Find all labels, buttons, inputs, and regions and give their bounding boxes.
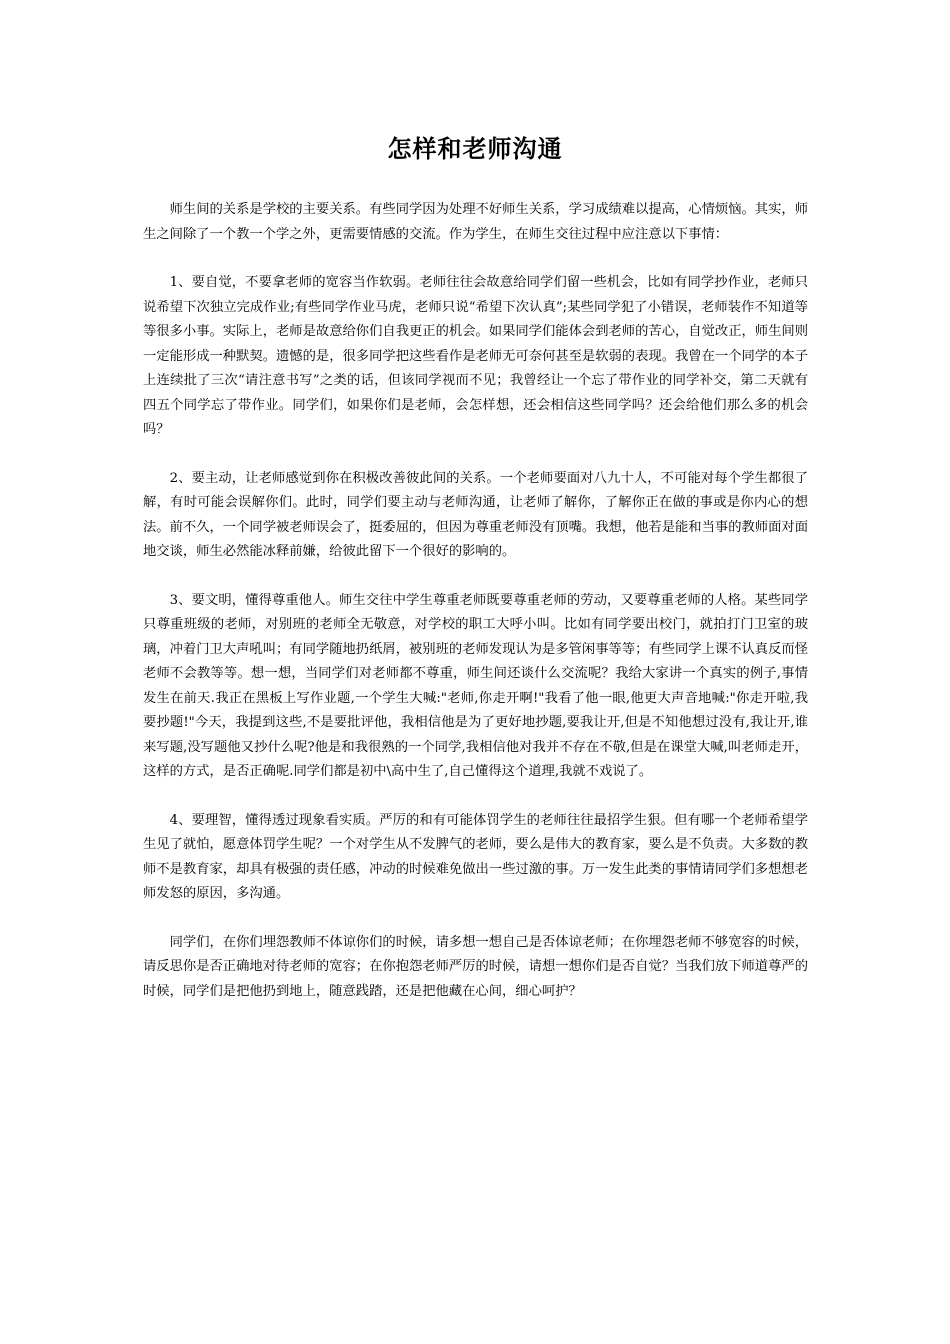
- paragraph-point-2: 2、要主动，让老师感觉到你在积极改善彼此间的关系。一个老师要面对八九十人，不可能对每个学生都很了解，有时可能会误解你们。此时，同学们要主动与老师沟通，让老师了解你，了解你正在做的事或是你内心的想法。前不久，一个同学被老师误会了，挺委屈的，但因为尊重老师没有顶嘴。我想，他若是能和当事的教师面对面地交谈，师生必然能冰释前嫌，给彼此留下一个很好的影响的。: [143, 470, 808, 559]
- paragraph-point-3: 3、要文明，懂得尊重他人。师生交往中学生尊重老师既要尊重老师的劳动，又要尊重老师的人格。某些同学只尊重班级的老师，对别班的老师全无敬意，对学校的职工大呼小叫。比如有同学要出校门，就拍打门卫室的玻璃，冲着门卫大声吼叫；有同学随地扔纸屑，被别班的老师发现认为是多管闲事等等；有些同学上课不认真反而怪老师不会教等等。想一想，当同学们对老师都不尊重，师生间还谈什么交流呢？我给大家讲一个真实的例子,事情发生在前天.我正在黑板上写作业题,一个学生大喊:"老师,你走开啊!"我看了他一眼,他更大声音地喊:"你走开啦,我要抄题!"今天，我提到这些,不是要批评他，我相信他是为了更好地抄题,要我让开,但是不知他想过没有,我让开,谁来写题,没写题他又抄什么呢?他是和我很熟的一个同学,我相信他对我并不存在不敬,但是在课堂大喊,叫老师走开，这样的方式，是否正确呢.同学们都是初中\高中生了,自己懂得这个道理,我就不戏说了。: [143, 592, 808, 779]
- paragraph-intro: 师生间的关系是学校的主要关系。有些同学因为处理不好师生关系，学习成绩难以提高，心情烦恼。其实，师生之间除了一个教一个学之外，更需要情感的交流。作为学生，在师生交往过程中应注意以下事情：: [143, 202, 808, 242]
- document-title: 怎样和老师沟通: [387, 134, 563, 163]
- document-body: [143, 198, 808, 1028]
- paragraph-conclusion: 同学们，在你们埋怨教师不体谅你们的时候，请多想一想自己是否体谅老师；在你埋怨老师不够宽容的时候，请反思你是否正确地对待老师的宽容；在你抱怨老师严厉的时候，请想一想你们是否自觉？当我们放下师道尊严的时候，同学们是把他扔到地上，随意践踏，还是把他藏在心间，细心呵护？: [143, 934, 808, 999]
- paragraph-point-1: 1、要自觉，不要拿老师的宽容当作软弱。老师往往会故意给同学们留一些机会，比如有同学抄作业，老师只说希望下次独立完成作业;有些同学作业马虎，老师只说“希望下次认真”;某些同学犯了小错误，老师装作不知道等等很多小事。实际上，老师是故意给你们自我更正的机会。如果同学们能体会到老师的苦心，自觉改正，师生间则一定能形成一种默契。遗憾的是，很多同学把这些看作是老师无可奈何甚至是软弱的表现。我曾在一个同学的本子上连续批了三次“请注意书写”之类的话，但该同学视而不见；我曾经让一个忘了带作业的同学补交，第二天就有四五个同学忘了带作业。同学们，如果你们是老师，会怎样想，还会相信这些同学吗？还会给他们那么多的机会吗？: [143, 275, 808, 437]
- paragraph-point-4: 4、要理智，懂得透过现象看实质。严厉的和有可能体罚学生的老师往往最招学生狠。但有哪一个老师希望学生见了就怕，愿意体罚学生呢？一个对学生从不发脾气的老师，要么是伟大的教育家，要么是不负责。大多数的教师不是教育家，却具有极强的责任感，冲动的时候难免做出一些过激的事。万一发生此类的事情请同学们多想想老师发怒的原因，多沟通。: [143, 812, 808, 901]
